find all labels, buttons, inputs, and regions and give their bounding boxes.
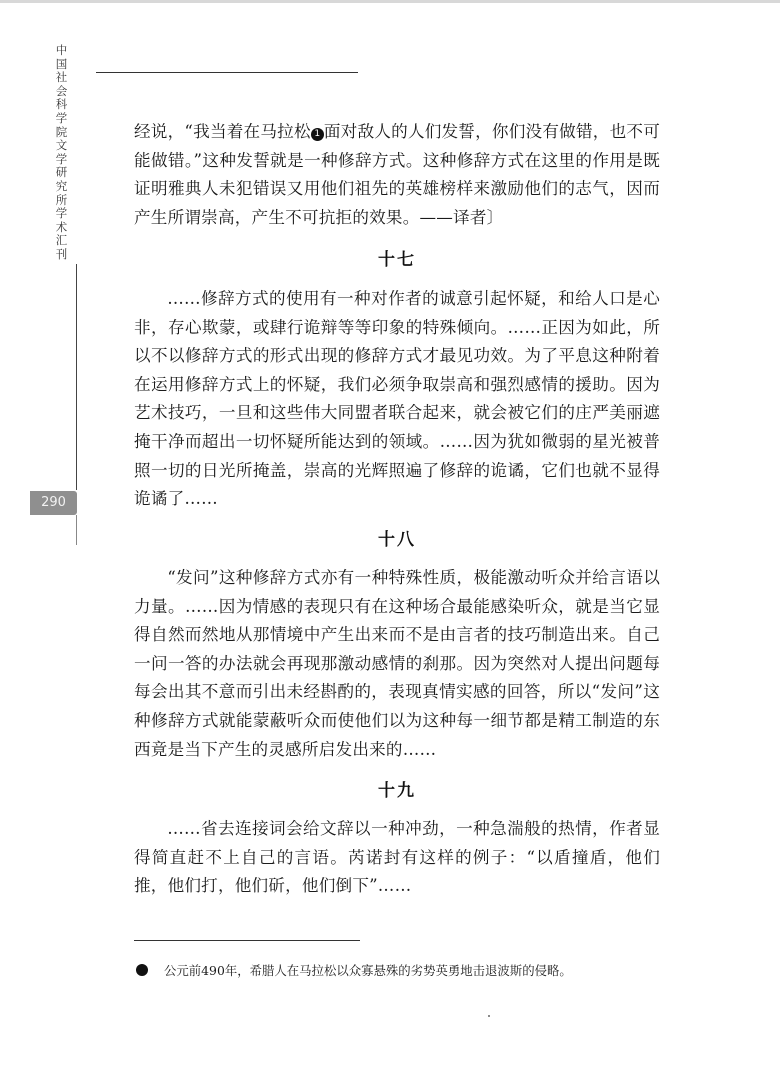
running-head: 中国社会科学院文学研究所学术汇刊 [55,43,68,261]
section-18-paragraph: “发问”这种修辞方式亦有一种特殊性质，极能激动听众并给言语以力量。……因为情感的表现只有在这种场合最能感染听众，就是当它显得自然而然地从那情境中产生出来而不是由言者的技巧制造出来。自己一问一答的办法就会再现那激动感情的刹那。因为突然对人提出问题每每会出其不意而引出未经斟酌的，表现真情实感的回答，所以“发问”这种修辞方式就能蒙蔽听众而使他们以为这种每一细节都是精工制造的东西竟是当下产生的灵感所启发出来的…… [134,568,660,759]
section-17-paragraph: ……修辞方式的使用有一种对作者的诚意引起怀疑，和给人口是心非，存心欺蒙，或肆行诡辩等等印象的特殊倾向。……正因为如此，所以不以修辞方式的形式出现的修辞方式才最见功效。为了平息这种附着在运用修辞方式上的怀疑，我们必须争取崇高和强烈感情的援助。因为艺术技巧，一旦和这些伟大同盟者联合起来，就会被它们的庄严美丽遮掩干净而超出一切怀疑所能达到的领域。……因为犹如微弱的星光被普照一切的日光所掩盖，崇高的光辉照遍了修辞的诡谲，它们也就不显得诡谲了…… [134,289,660,509]
intro-text-end: 面对敌人的人们发誓，你们没有做错，也不可能做错。”这种发誓就是一种修辞方式。这种修辞方式在这里的作用是既证明雅典人未犯错误又用他们祖先的英雄榜样来激励他们的志气，因而产生所谓崇高，产生不可抗拒的效果。——译者〕 [134,122,661,227]
footnote-marker[interactable]: 1 [311,128,324,141]
footnote-text: 公元前490年，希腊人在马拉松以众寡悬殊的劣势英勇地击退波斯的侵略。 [164,963,572,978]
section-heading-18: 十八 [378,530,416,550]
footnote-rule [134,940,360,941]
footnote [136,962,676,980]
section-heading-19: 十九 [378,781,416,801]
intro-text-start: 经说，“我当着在马拉松 [134,122,311,141]
section-19-paragraph: ……省去连接词会给文辞以一种冲劲，一种急湍般的热情，作者显得简直赶不上自己的言语。芮诺封有这样的例子：“以盾撞盾，他们推，他们打，他们斫，他们倒下”…… [134,819,660,896]
scan-speck [488,1015,490,1017]
page-number: 290 [41,495,66,510]
margin-rule [76,264,77,490]
footnote-bullet-icon [136,964,148,976]
scan-top-edge [0,0,780,3]
header-rule [96,72,358,73]
section-heading-17: 十七 [378,250,416,270]
margin-rule-lower [76,515,77,545]
intro-paragraph [134,118,660,232]
